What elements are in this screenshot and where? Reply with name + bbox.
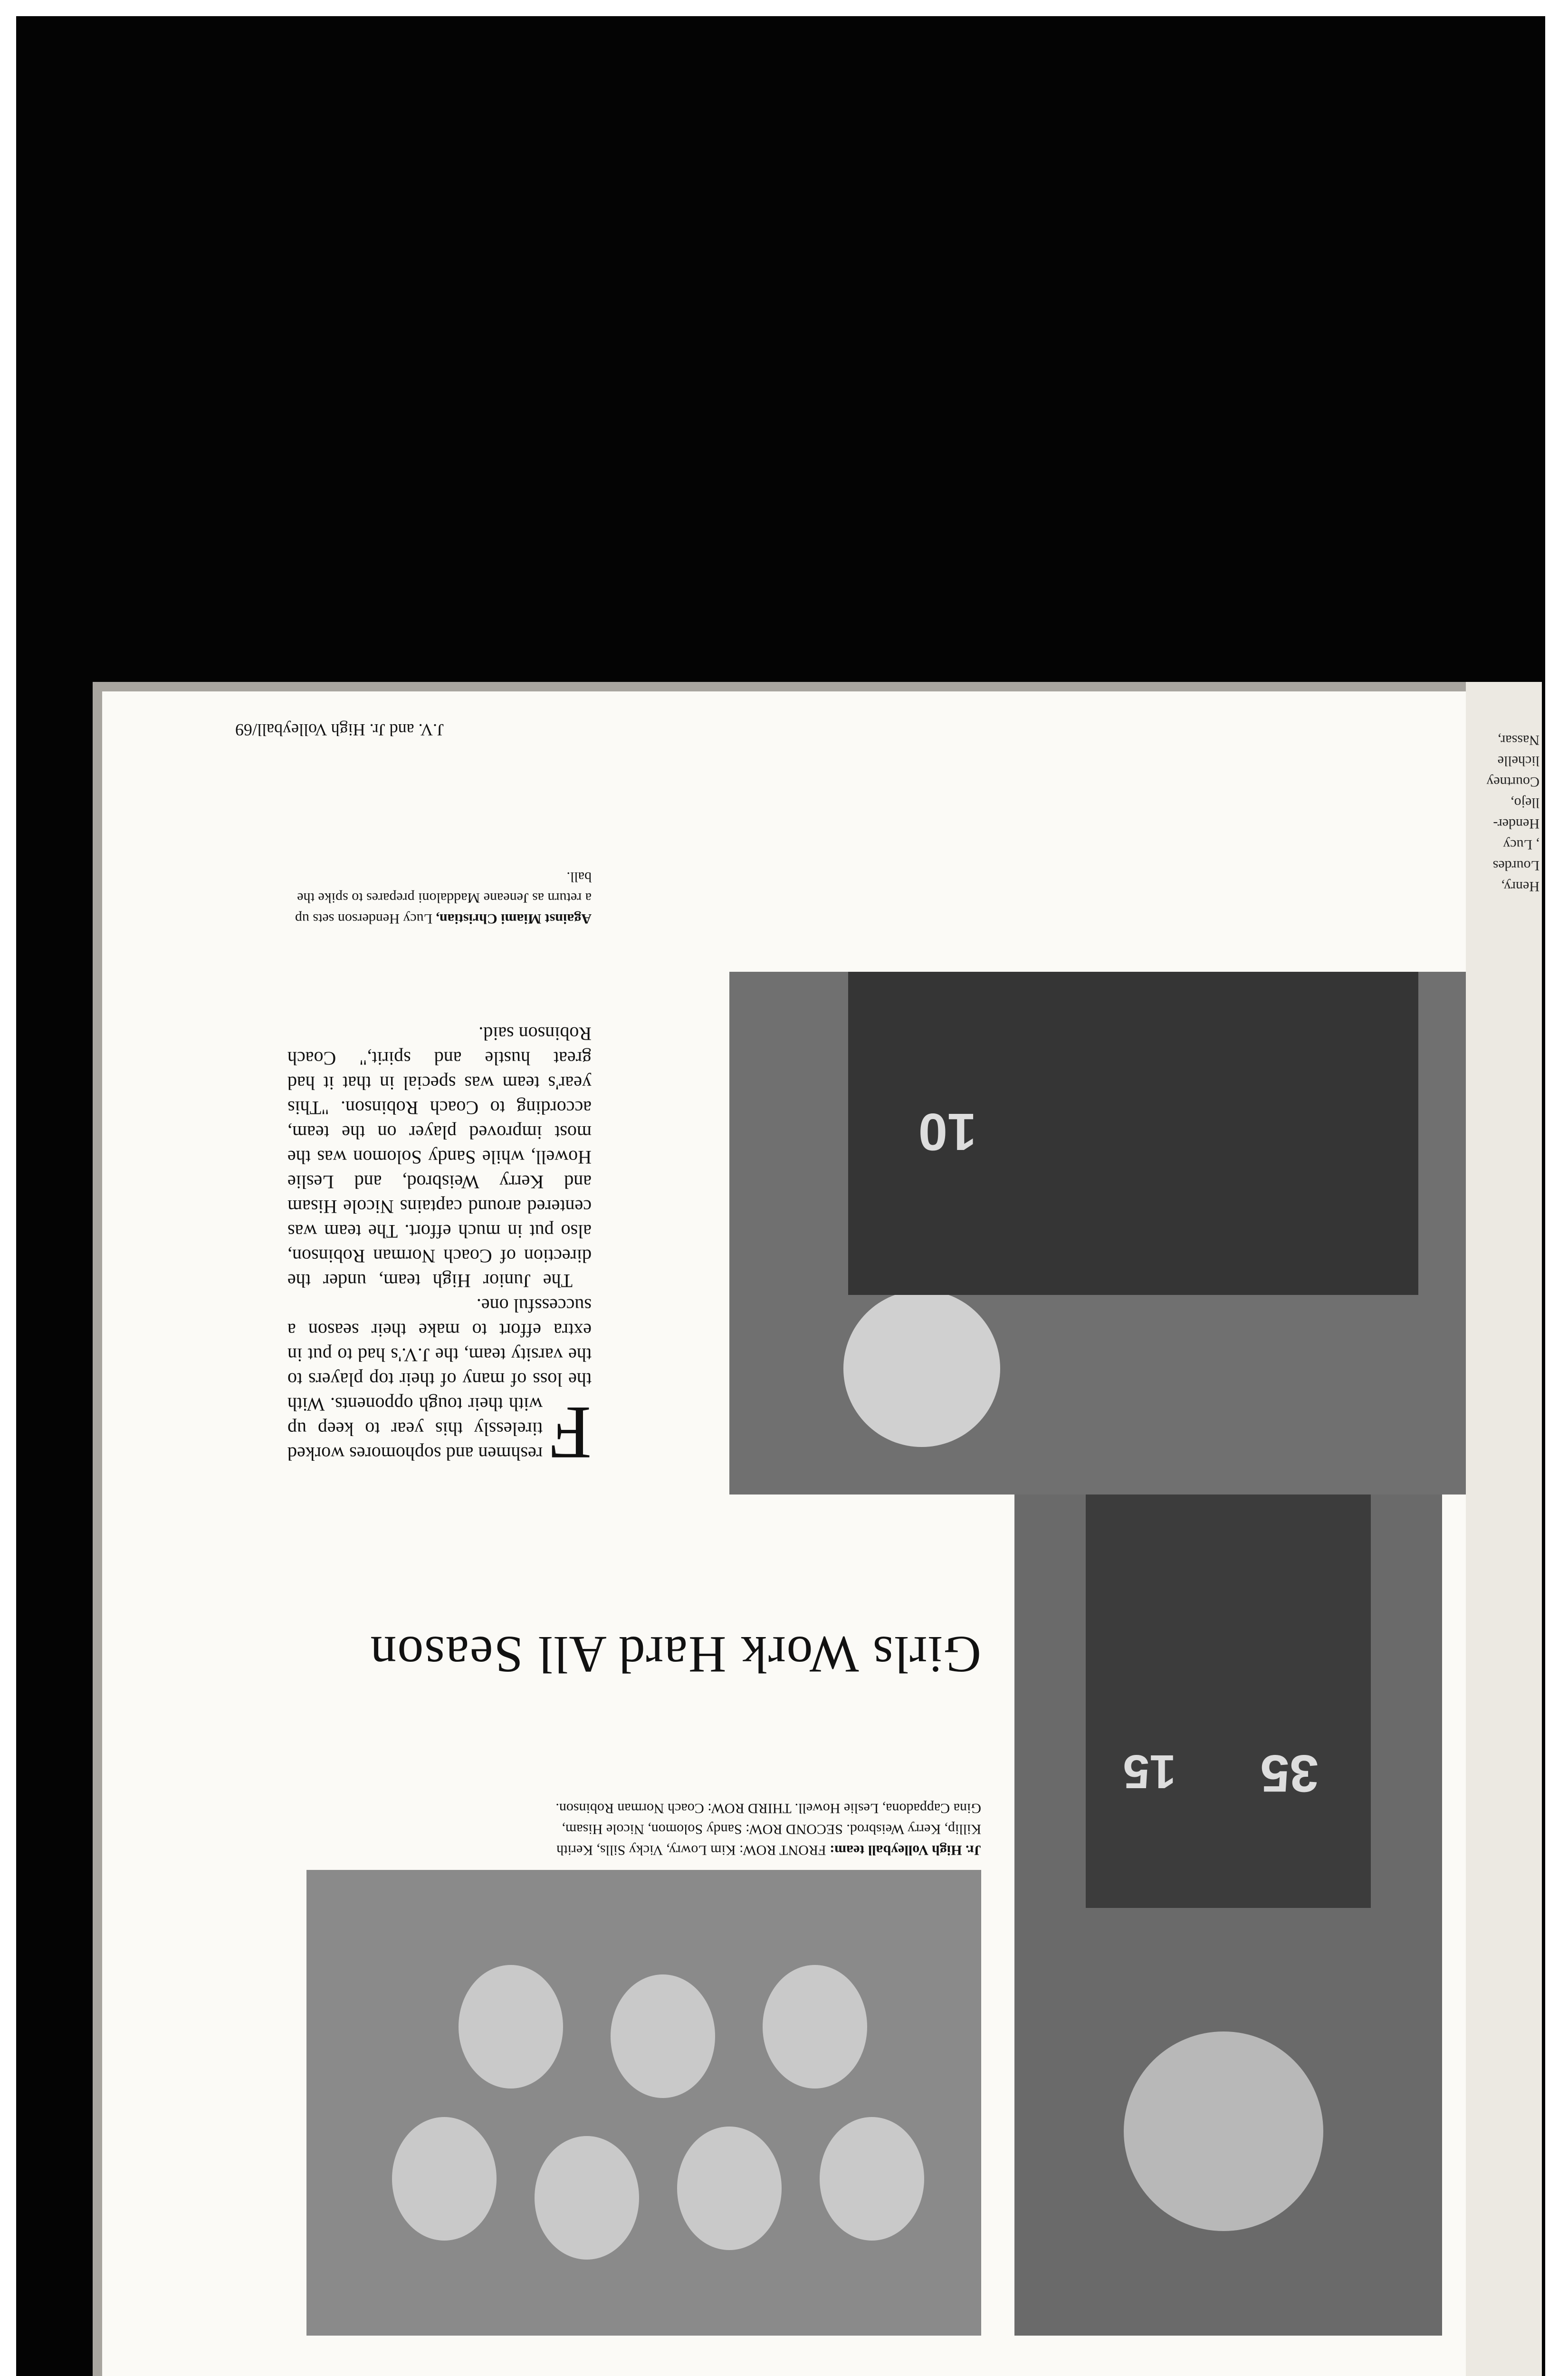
jersey-number: 35 xyxy=(1260,1744,1319,1802)
jersey-number: 10 xyxy=(918,1102,976,1161)
caption-text: FRONT ROW: Kim Lowry, Vicky Sills, Kerith Killip, Kerry Weisbrod. SECOND ROW: Sandy Solomon, Nicole Hisam, Gina Cappadona, Leslie Howell. THIRD ROW: Coach Norman Robinson. xyxy=(555,1801,981,1858)
article-body xyxy=(287,1021,592,1475)
photo-team xyxy=(306,1870,981,2336)
player-face xyxy=(763,1965,867,2089)
facing-page-edge xyxy=(1466,682,1542,2376)
player-face xyxy=(611,1974,715,2098)
photo-spike xyxy=(729,972,1466,1495)
page-title: Girls Work Hard All Season xyxy=(369,1626,981,1684)
caption-spike xyxy=(287,866,592,929)
caption-lead: Jr. High Volleyball team: xyxy=(830,1842,981,1858)
caption-lead: Against Miami Christian, xyxy=(436,911,592,927)
facing-page-text xyxy=(1459,729,1539,897)
player-face xyxy=(392,2117,497,2241)
facing-line: Henry, Lourdes xyxy=(1492,858,1539,894)
facing-line: lichelle Nassar, xyxy=(1497,732,1539,769)
drop-cap: F xyxy=(549,1391,592,1475)
facing-line: llejo, Courtney xyxy=(1486,774,1539,811)
caption-team xyxy=(554,1798,981,1860)
volleyball-graphic xyxy=(1124,2031,1323,2231)
player-face xyxy=(535,2136,639,2260)
page-upright-content xyxy=(93,682,1542,2376)
volleyball-graphic xyxy=(843,1290,1000,1447)
photo-volley xyxy=(1014,1366,1442,2336)
player-face xyxy=(820,2117,924,2241)
caption-text: Lucy Henderson sets up a return as Jeneane Maddaloni prepares to spike the ball. xyxy=(295,869,592,927)
body-paragraph: The Junior High team, under the direction of Coach Norman Robinson, also put in much effort. The team was centered around captains Nicole Hisam and Kerry Weisbrod, and Leslie Howell, while Sandy Solomon was the most improved player on the team, according to Coach Robinson. "This year's team was special in that it had great hustle and spirit," Coach Robinson said. xyxy=(287,1023,592,1292)
body-paragraph: reshmen and sophomores worked tirelessly this year to keep up with their tough opponents. With the loss of many of their top players to the varsity team, the J.V.'s had to put in extra effort to make their season a successful one. xyxy=(287,1295,592,1465)
player-face xyxy=(677,2127,782,2250)
yearbook-page xyxy=(93,682,1542,2376)
player-face xyxy=(459,1965,563,2089)
page-folio: J.V. and Jr. High Volleyball/69 xyxy=(235,720,444,739)
players-silhouette xyxy=(1086,1433,1371,1908)
facing-line: , Lucy Hender- xyxy=(1493,816,1539,853)
jersey-number: 15 xyxy=(1123,1745,1176,1798)
